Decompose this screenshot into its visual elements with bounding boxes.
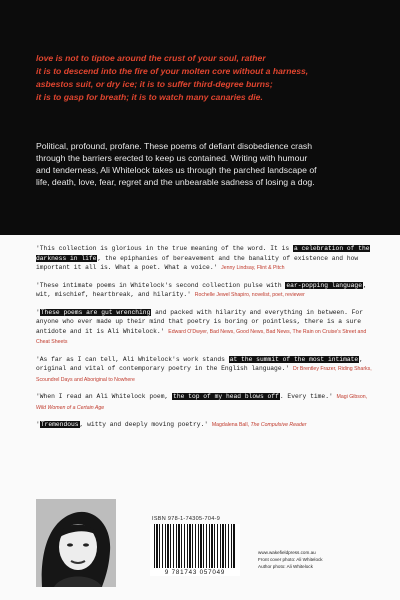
author-photo <box>36 499 116 587</box>
review-quote <box>36 420 372 431</box>
quote-source-name: Jenny Lindsay, Flint & Pitch <box>221 265 285 271</box>
quote-text: 'This collection is glorious in the true meaning of the word. It is <box>36 245 293 252</box>
poem-line: asbestos suit, or dry ice; it is to suffer third-degree burns; <box>36 79 273 89</box>
isbn: ISBN 978-1-74305-704-9 <box>152 516 221 522</box>
highlighted-phrase: the top of my head blows off <box>173 393 279 400</box>
quote-text: . Every time.' <box>279 393 337 400</box>
barcode-bars <box>154 524 236 568</box>
book-blurb: Political, profound, profane. These poems of defiant disobedience crash through the barriers erected to keep us contained. Writing with humour and tenderness, Ali Whitelock takes us through the parched landscape of life, death, love, fear, regret and the unbearable sadness of losing a dog. <box>36 141 317 187</box>
review-quote <box>36 308 372 348</box>
poem-line: it is to gasp for breath; it is to watch many canaries die. <box>36 92 263 102</box>
quote-source-name: Magdalena Ball, <box>211 422 251 428</box>
review-quote <box>36 281 372 301</box>
quote-source-name: Magi Gibson, <box>336 394 368 400</box>
quote-source <box>212 422 307 428</box>
review-quote <box>36 392 372 413</box>
publisher-credits <box>258 549 368 570</box>
quote-text: , wit, mischief, heartbreak, and hilarity.' <box>36 281 367 298</box>
quote-source <box>221 265 284 271</box>
barcode <box>150 524 240 576</box>
quote-text: 'When I read an Ali Whitelock poem, <box>36 393 173 400</box>
review-quote <box>36 355 372 386</box>
quote-source-work: The Compulsive Reader <box>250 422 307 428</box>
highlighted-phrase: These poems are gut wrenching <box>40 308 151 316</box>
quote-text: ' <box>36 421 40 428</box>
quote-text: 'These intimate poems in Whitelock's second collection pulse with <box>36 281 286 289</box>
review-quote <box>36 244 372 274</box>
cover-photo-credit: Front cover photo: Ali Whitelock <box>258 557 323 562</box>
poem-line: it is to descend into the fire of your molten core without a harness, <box>36 66 309 76</box>
quote-source <box>195 292 305 298</box>
highlighted-phrase: ear-popping language <box>286 281 362 289</box>
quote-text: and packed with hilarity and everything in between. For anyone who ever made up their mind that poetry is boring or pointless, there is a sure antidote and it is Ali Whitelock.' <box>36 308 363 335</box>
quote-source-work: Wild Women of a Certain Age <box>36 404 105 411</box>
highlighted-phrase: a celebration of the darkness in life <box>36 245 370 262</box>
quote-text: , original and vital of contemporary poetry in the English language.' <box>36 355 363 372</box>
blurb-panel <box>0 0 400 235</box>
quote-text: , witty and deeply moving poetry.' <box>79 421 212 428</box>
review-quotes <box>36 244 372 438</box>
barcode-number: 9 781743 057049 <box>164 569 226 576</box>
poem-line: love is not to tiptoe around the crust of your soul, rather <box>36 53 266 63</box>
quote-text: ' <box>36 308 40 316</box>
quote-text: , the epiphanies of bereavement and the banality of existence and how important it all is. What a poet. What a voice.' <box>36 254 359 271</box>
quote-source-name: Dr Brentley Frazer, Riding Sharks, Scoundrel Days and Aboriginal to Nowhere <box>36 366 372 383</box>
highlighted-phrase: Tremendous <box>40 421 79 428</box>
poem-excerpt <box>36 52 381 104</box>
reviews-panel <box>0 235 400 600</box>
author-photo-credit: Author photo: Ali Whitelock <box>258 564 313 569</box>
highlighted-phrase: at the summit of the most intimate <box>229 355 359 363</box>
publisher-url: www.wakefieldpress.com.au <box>258 550 316 555</box>
quote-text: 'As far as I can tell, Ali Whitelock's work stands <box>36 355 229 363</box>
author-portrait-image <box>36 499 116 587</box>
quote-source-name: Edward O'Dwyer, Bad News, Good News, Bad News, The Rain on Cruise's Street and Cheat Sheets <box>36 328 367 345</box>
quote-source-name: Rochelle Jewel Shapiro, novelist, poet, reviewer <box>194 292 305 298</box>
